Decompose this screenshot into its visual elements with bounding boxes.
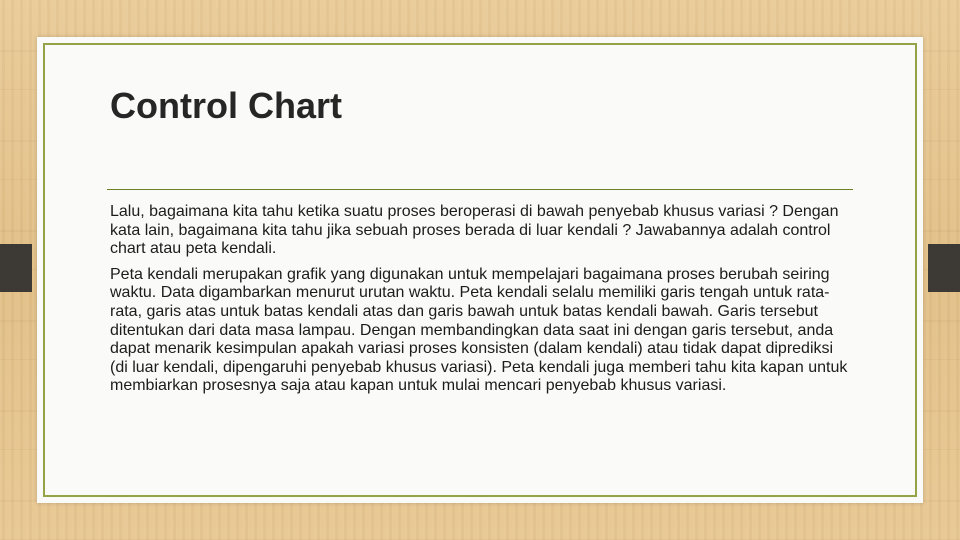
left-side-tab [0, 244, 32, 292]
right-side-tab [928, 244, 960, 292]
body-paragraph-1: Lalu, bagaimana kita tahu ketika suatu proses beroperasi di bawah penyebab khusus variasi ? Dengan kata lain, bagaimana kita tahu jika sebuah proses berada di luar kendali ? Jawabannya adalah control chart atau peta kendali. [110, 203, 839, 258]
slide-body [110, 203, 850, 403]
title-divider [107, 189, 853, 190]
body-paragraph-2: Peta kendali merupakan grafik yang digunakan untuk mempelajari bagaimana proses berubah seiring waktu. Data digambarkan menurut urutan waktu. Peta kendali selalu memiliki garis tengah untuk rata-rata, garis atas untuk batas kendali atas dan garis bawah untuk batas kendali bawah. Garis tersebut ditentukan dari data masa lampau. Dengan membandingkan data saat ini dengan garis tersebut, anda dapat menarik kesimpulan apakah variasi proses konsisten (dalam kendali) atau tidak dapat diprediksi (di luar kendali, dipengaruhi penyebab khusus variasi). Peta kendali juga memberi tahu kita kapan untuk membiarkan prosesnya saja atau kapan untuk mulai mencari penyebab khusus variasi. [110, 265, 848, 395]
slide-title: Control Chart [110, 85, 342, 126]
